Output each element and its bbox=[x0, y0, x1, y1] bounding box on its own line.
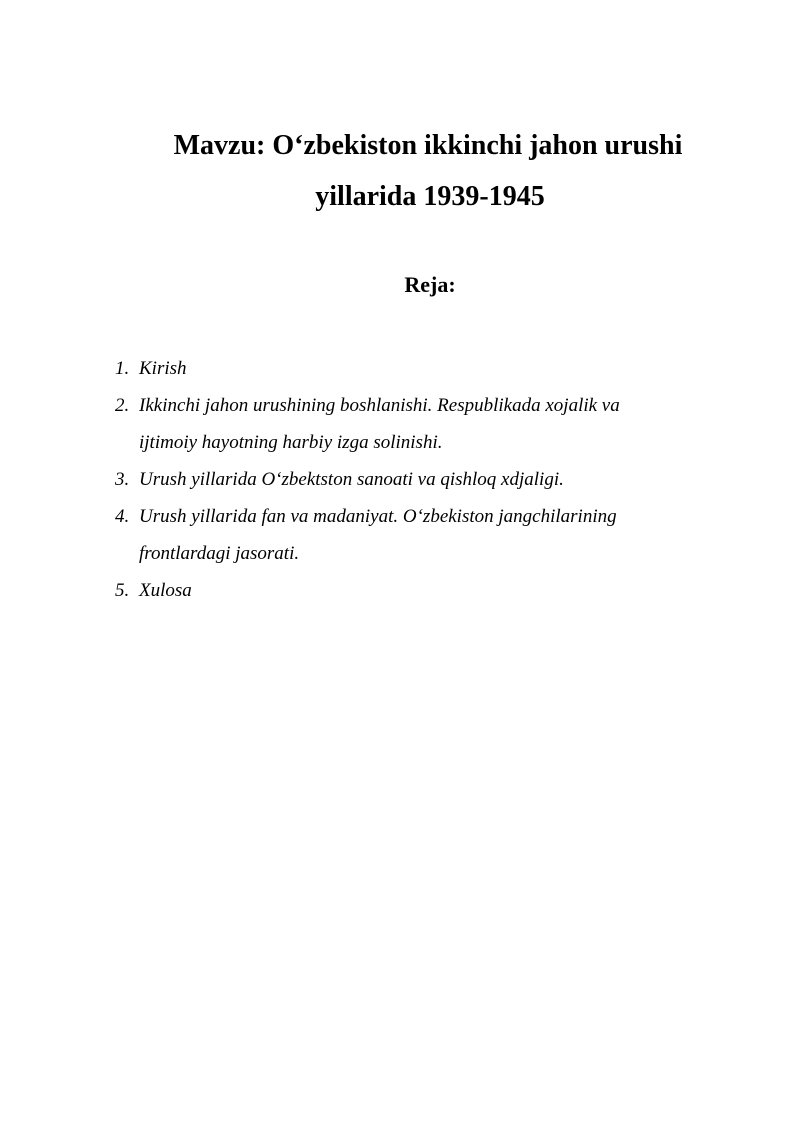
plan-item-text: Urush yillarida fan va madaniyat. O‘zbekiston jangchilarining bbox=[139, 506, 617, 527]
plan-item-number: 3. bbox=[115, 469, 130, 490]
document-title-line-1: Mavzu: O‘zbekiston ikkinchi jahon urushi bbox=[173, 130, 683, 161]
plan-item-text-continued: ijtimoiy hayotning harbiy izga solinishi. bbox=[139, 432, 443, 453]
plan-item-text-continued: frontlardagi jasorati. bbox=[139, 543, 300, 564]
plan-item-4 bbox=[0, 498, 800, 572]
plan-item-1 bbox=[0, 350, 800, 387]
plan-item-text: Kirish bbox=[139, 358, 187, 379]
plan-item-number: 5. bbox=[115, 580, 130, 601]
plan-item-text: Urush yillarida O‘zbektston sanoati va qishloq xdjaligi. bbox=[139, 469, 564, 490]
plan-item-text: Ikkinchi jahon urushining boshlanishi. Respublikada xojalik va bbox=[139, 395, 620, 416]
plan-item-number: 1. bbox=[115, 358, 130, 379]
plan-list bbox=[0, 350, 800, 609]
document-title-line-2: yillarida 1939-1945 bbox=[315, 181, 545, 212]
plan-item-text: Xulosa bbox=[139, 580, 192, 601]
plan-item-3 bbox=[0, 461, 800, 498]
plan-item-number: 4. bbox=[115, 506, 130, 527]
plan-heading: Reja: bbox=[404, 272, 456, 297]
plan-item-5 bbox=[0, 572, 800, 609]
plan-item-number: 2. bbox=[115, 395, 130, 416]
plan-item-2 bbox=[0, 387, 800, 461]
